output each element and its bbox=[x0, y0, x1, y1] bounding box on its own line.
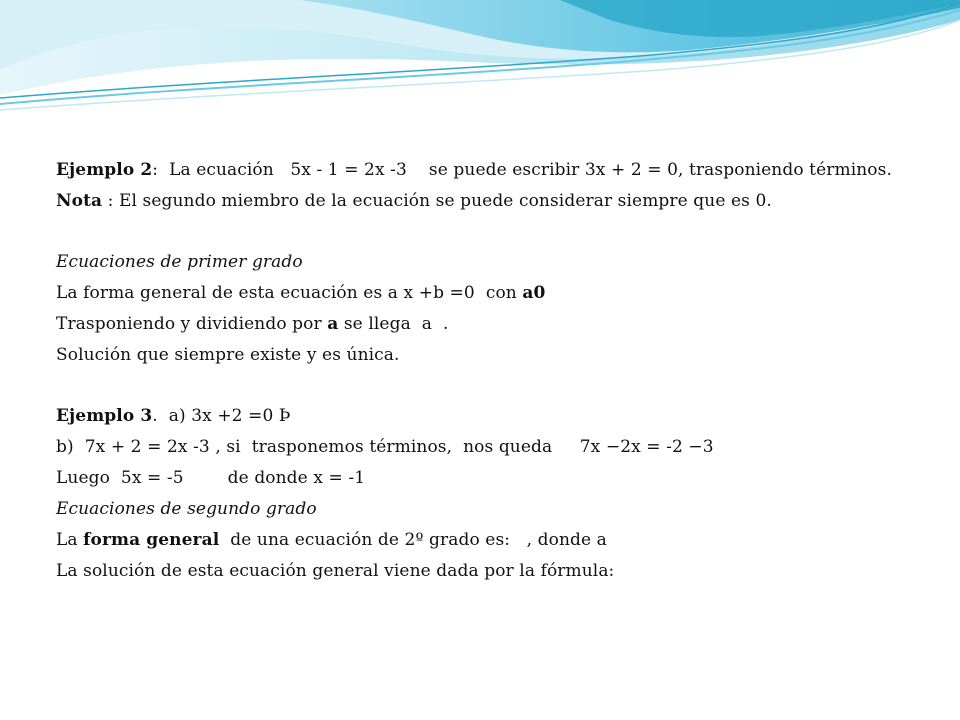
example-2-text: : La ecuación 5x - 1 = 2x -3 se puede escribir 3x + 2 = 0, trasponiendo términos. bbox=[152, 160, 892, 180]
forma-general-2-text-a: La bbox=[56, 530, 84, 550]
primer-grado-heading: Ecuaciones de primer grado bbox=[56, 252, 303, 272]
spacer bbox=[56, 371, 936, 401]
spacer bbox=[56, 217, 936, 247]
nota-text: : El segundo miembro de la ecuación se puede considerar siempre que es 0. bbox=[102, 191, 772, 211]
nota-label: Nota bbox=[56, 191, 103, 211]
luego-line: Luego 5x = -5 de donde x = -1 bbox=[56, 468, 366, 488]
example-3-label: Ejemplo 3 bbox=[56, 406, 153, 426]
forma-general-2-bold: forma general bbox=[83, 530, 220, 550]
trasponiendo-line bbox=[56, 309, 936, 340]
forma-general-condition: a0 bbox=[522, 283, 546, 303]
trasponiendo-text-a: Trasponiendo y dividiendo por bbox=[56, 314, 328, 334]
header-wave-decoration bbox=[0, 0, 960, 120]
trasponiendo-bold: a bbox=[327, 314, 339, 334]
segundo-grado-heading: Ecuaciones de segundo grado bbox=[56, 499, 317, 519]
forma-general-line bbox=[56, 278, 936, 309]
forma-general-2-line bbox=[56, 525, 936, 556]
example-3b-line: b) 7x + 2 = 2x -3 , si trasponemos términos, nos queda 7x −2x = -2 −3 bbox=[56, 437, 714, 457]
example-3-line bbox=[56, 401, 936, 432]
solucion-unica-line: Solución que siempre existe y es única. bbox=[56, 345, 400, 365]
trasponiendo-text-b: se llega a . bbox=[338, 314, 449, 334]
formula-line: La solución de esta ecuación general viene dada por la fórmula: bbox=[56, 561, 615, 581]
example-2-line bbox=[56, 155, 936, 186]
example-3-text: . a) 3x +2 =0 Þ bbox=[152, 406, 291, 426]
slide-body bbox=[56, 155, 936, 587]
forma-general-2-text-b: de una ecuación de 2º grado es: , donde a bbox=[219, 530, 607, 550]
example-2-label: Ejemplo 2 bbox=[56, 160, 153, 180]
forma-general-text: La forma general de esta ecuación es a x +b =0 con bbox=[56, 283, 523, 303]
nota-line bbox=[56, 186, 936, 217]
